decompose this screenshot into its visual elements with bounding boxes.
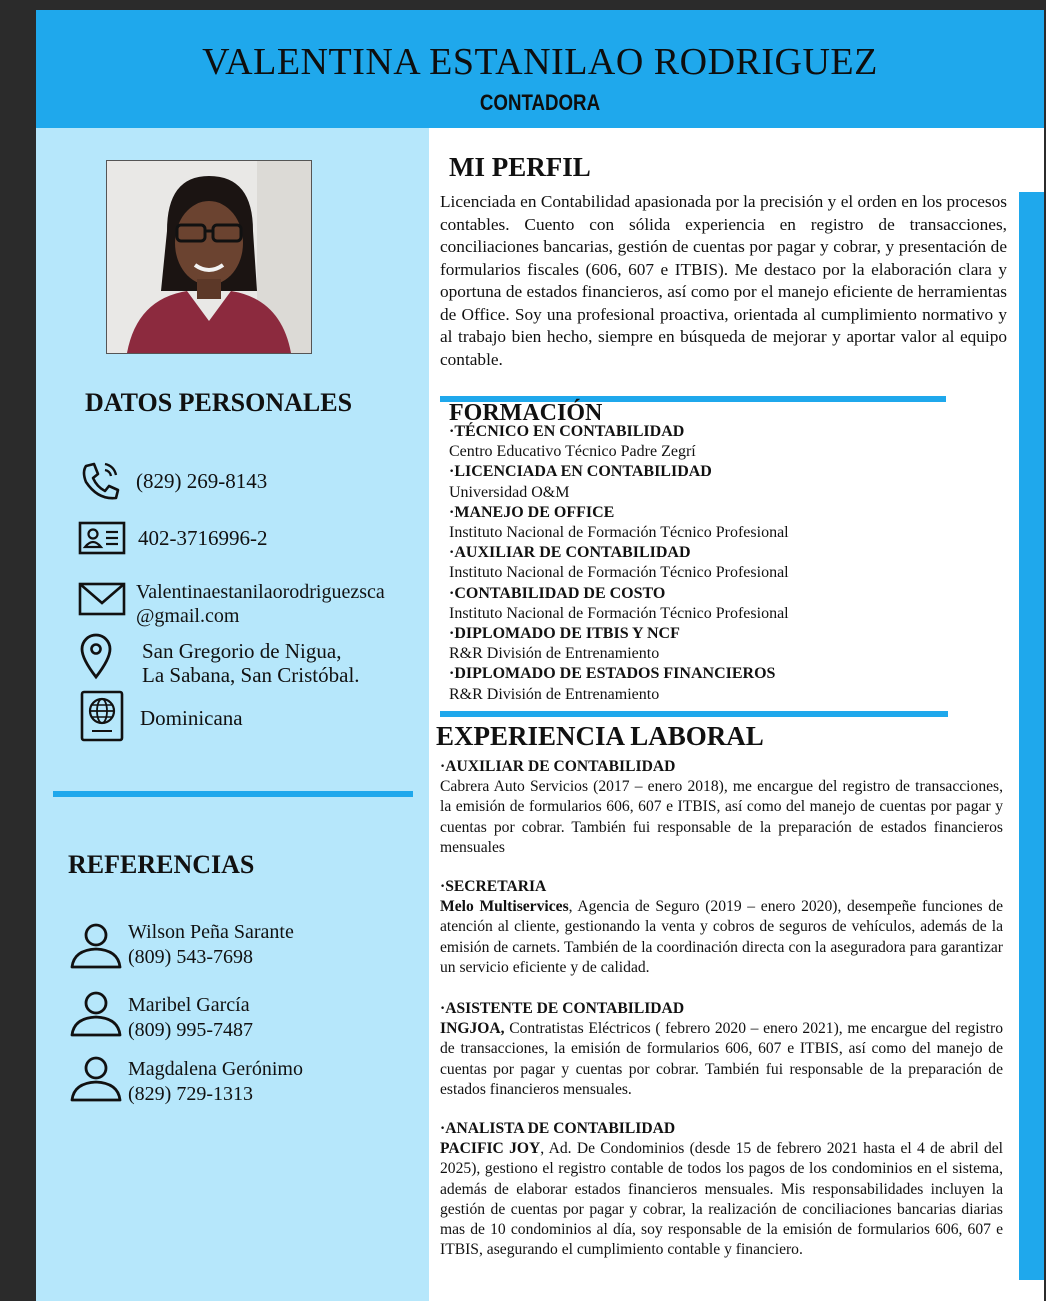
job-title: ·ASISTENTE DE CONTABILIDAD [440, 1000, 685, 1017]
phone-icon [78, 460, 124, 502]
degree: ·AUXILIAR DE CONTABILIDAD [449, 544, 691, 562]
address-line-1: San Gregorio de Nigua, [142, 639, 342, 663]
reference-phone: (809) 995-7487 [128, 1019, 253, 1041]
experience-title: EXPERIENCIA LABORAL [436, 721, 764, 751]
reference-name: Maribel García [128, 994, 250, 1016]
institution: Instituto Nacional de Formación Técnico Profesional [449, 564, 789, 582]
company-name: Melo Multiservices [440, 898, 569, 916]
personal-data-title: DATOS PERSONALES [85, 388, 353, 417]
email-address [136, 580, 385, 628]
sidebar-divider [53, 791, 413, 797]
profile-title: MI PERFIL [449, 152, 591, 182]
education-item [449, 503, 969, 543]
degree: ·MANEJO DE OFFICE [449, 503, 615, 521]
right-accent-bar [1019, 192, 1044, 1280]
address-line-2: La Sabana, San Cristóbal. [142, 663, 360, 687]
email-line-2: @gmail.com [136, 605, 240, 627]
reference-name: Wilson Peña Sarante [128, 921, 294, 943]
reference-phone: (829) 729-1313 [128, 1083, 253, 1105]
phone-number: (829) 269-8143 [136, 469, 268, 493]
passport-globe-icon [80, 690, 124, 742]
job-title: ·ANALISTA DE CONTABILIDAD [440, 1120, 676, 1137]
education-item [449, 624, 969, 664]
institution: Centro Educativo Técnico Padre Zegrí [449, 443, 696, 461]
institution: Instituto Nacional de Formación Técnico Profesional [449, 524, 789, 542]
header-banner [36, 10, 1044, 128]
id-number: 402-3716996-2 [138, 526, 268, 550]
reference-3 [128, 1057, 303, 1107]
job-description: Cabrera Auto Servicios (2017 – enero 2018), me encargue del registro de transacciones, la emisión de formularios 606, 607 e ITBIS, así como del manejo de cuentas por pagar y cuentas por cobrar. También fui responsable de la preparación de estados financieros mensuales [440, 778, 1003, 856]
location-pin-icon [78, 632, 114, 680]
job-entry [440, 757, 1003, 858]
education-divider [440, 711, 948, 717]
email-line-1: Valentinaestanilaorodriguezsca [136, 581, 385, 603]
home-address [142, 639, 360, 687]
job-entry [440, 1119, 1003, 1260]
id-card-icon [78, 520, 126, 556]
person-icon [68, 990, 124, 1038]
job-entry [440, 999, 1003, 1100]
job-role: CONTADORA [479, 90, 601, 115]
job-description: , Agencia de Seguro (2019 – enero 2020), desempeñe funciones de atención al cliente, gestionando la venta y cobros de seguros de vehículos, además de la emisión de carnets. También de la coordinación directa con la aseguradora para garantizar un servicio eficiente y de calidad. [440, 898, 1003, 976]
full-name: VALENTINA ESTANILAO RODRIGUEZ [202, 41, 878, 83]
education-title: FORMACIÓN [449, 400, 603, 426]
mail-icon [78, 581, 126, 617]
job-description: , Ad. De Condominios (desde 15 de febrero 2021 hasta el 4 de abril del 2025), gestiono el registro contable de todos los pagos de los condominios en el sistema, además de elaborar estados financieros mensuales. Mis responsabilidades incluyen la gestión de cuentas por pagar y cobrar, la realización de conciliaciones bancarias diarias mas de 10 condominios al día, soy responsable de la emisión de formularios 606, 607 e ITBIS, asegurando el cumplimiento contable y financiero. [440, 1140, 1003, 1259]
education-list [449, 422, 969, 705]
job-title: ·SECRETARIA [440, 878, 547, 895]
job-description: Contratistas Eléctricos ( febrero 2020 – enero 2021), me encargue del registro de transacciones, la emisión de formularios 606, 607 e ITBIS, así como del manejo de cuentas por pagar y cuentas por cobrar. También fui responsable de la preparación de estados financieros mensuales. [440, 1020, 1003, 1098]
education-item [449, 584, 969, 624]
reference-phone: (809) 543-7698 [128, 946, 253, 968]
job-title: ·AUXILIAR DE CONTABILIDAD [440, 758, 676, 775]
profile-photo [106, 160, 312, 354]
degree: ·DIPLOMADO DE ITBIS Y NCF [449, 625, 680, 643]
person-icon [68, 922, 124, 970]
degree: ·DIPLOMADO DE ESTADOS FINANCIEROS [449, 665, 776, 683]
education-item [449, 664, 969, 704]
institution: Universidad O&M [449, 483, 570, 501]
profile-text: Licenciada en Contabilidad apasionada por la precisión y el orden en los procesos contables. Cuento con sólida experiencia en registro de transacciones, conciliaciones bancarias, gestión de cuentas por pagar y cobrar, y presentación de formularios fiscales (606, 607 e ITBIS). Me destaco por la elaboración clara y oportuna de estados financieros, así como por el manejo eficiente de herramientas de Office. Soy una profesional proactiva, orientada al cumplimiento normativo y al trabajo bien hecho, siempre en búsqueda de mejorar y aportar valor al equipo contable. [440, 192, 1007, 369]
education-item [449, 462, 969, 502]
institution: Instituto Nacional de Formación Técnico Profesional [449, 604, 789, 622]
reference-1 [128, 920, 294, 970]
education-item [449, 422, 969, 462]
reference-2 [128, 993, 253, 1043]
degree: ·TÉCNICO EN CONTABILIDAD [449, 423, 685, 440]
resume-page [36, 10, 1044, 1301]
references-title: REFERENCIAS [68, 850, 255, 879]
job-entry [440, 877, 1003, 978]
institution: R&R División de Entrenamiento [449, 645, 660, 663]
education-item [449, 543, 969, 583]
company-name: PACIFIC JOY [440, 1140, 541, 1158]
degree: ·CONTABILIDAD DE COSTO [449, 584, 666, 602]
degree: ·LICENCIADA EN CONTABILIDAD [449, 463, 712, 481]
person-icon [68, 1055, 124, 1103]
company-name: INGJOA, [440, 1020, 505, 1038]
reference-name: Magdalena Gerónimo [128, 1058, 303, 1080]
nationality: Dominicana [140, 706, 243, 730]
institution: R&R División de Entrenamiento [449, 685, 660, 703]
